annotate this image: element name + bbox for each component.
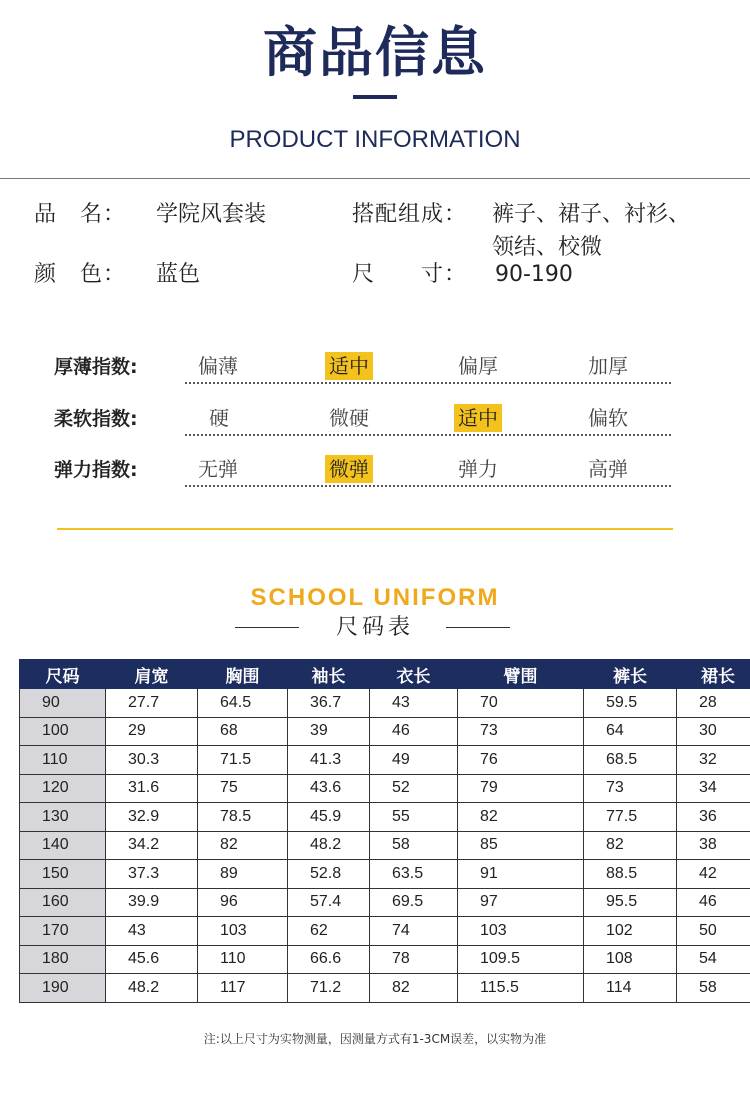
measurement-cell: 29 <box>106 717 198 746</box>
measurement-cell: 117 <box>198 974 288 1003</box>
size-cell: 190 <box>20 974 106 1003</box>
combo-label: 搭配组成： <box>352 202 468 227</box>
size-cell: 90 <box>20 689 106 718</box>
index-option: 偏软 <box>588 406 628 430</box>
column-header: 胸围 <box>198 660 288 689</box>
measurement-cell: 27.7 <box>106 689 198 718</box>
measurement-cell: 115.5 <box>458 974 584 1003</box>
size-cell: 160 <box>20 888 106 917</box>
measurement-cell: 74 <box>370 917 458 946</box>
title-underline <box>353 95 397 99</box>
page-title: 商品信息 <box>263 21 487 84</box>
measurement-cell: 42 <box>677 860 750 889</box>
measurement-cell: 36.7 <box>288 689 370 718</box>
measurement-cell: 78 <box>370 945 458 974</box>
measurement-note: 注:以上尺寸为实物测量，因测量方式有1-3CM误差，以实物为准 <box>203 1032 547 1046</box>
size-cell: 140 <box>20 831 106 860</box>
column-header: 臂围 <box>458 660 584 689</box>
measurement-cell: 57.4 <box>288 888 370 917</box>
table-row <box>20 888 750 917</box>
index-option-selected: 适中 <box>454 404 502 432</box>
index-option: 微硬 <box>329 406 369 430</box>
table-row <box>20 831 750 860</box>
measurement-cell: 66.6 <box>288 945 370 974</box>
measurement-cell: 75 <box>198 774 288 803</box>
measurement-cell: 109.5 <box>458 945 584 974</box>
measurement-cell: 30.3 <box>106 746 198 775</box>
size-cell: 100 <box>20 717 106 746</box>
size-label: 尺 寸： <box>352 262 468 287</box>
measurement-cell: 58 <box>677 974 750 1003</box>
measurement-cell: 54 <box>677 945 750 974</box>
index-option: 偏厚 <box>458 354 498 378</box>
index-option: 偏薄 <box>198 354 238 378</box>
measurement-cell: 31.6 <box>106 774 198 803</box>
measurement-cell: 73 <box>584 774 677 803</box>
measurement-cell: 34.2 <box>106 831 198 860</box>
size-cell: 150 <box>20 860 106 889</box>
table-row <box>20 689 750 718</box>
measurement-cell: 48.2 <box>106 974 198 1003</box>
measurement-cell: 37.3 <box>106 860 198 889</box>
column-header: 衣长 <box>370 660 458 689</box>
measurement-cell: 96 <box>198 888 288 917</box>
size-value: 90-190 <box>495 262 573 287</box>
measurement-cell: 76 <box>458 746 584 775</box>
measurement-cell: 32.9 <box>106 803 198 832</box>
measurement-cell: 38 <box>677 831 750 860</box>
measurement-cell: 82 <box>370 974 458 1003</box>
measurement-cell: 52.8 <box>288 860 370 889</box>
measurement-cell: 50 <box>677 917 750 946</box>
index-row-softness <box>0 404 750 444</box>
measurement-cell: 55 <box>370 803 458 832</box>
color-label: 颜 色： <box>34 262 127 287</box>
measurement-cell: 63.5 <box>370 860 458 889</box>
heading-rule-right <box>446 627 510 628</box>
measurement-cell: 82 <box>584 831 677 860</box>
measurement-cell: 82 <box>458 803 584 832</box>
size-cell: 120 <box>20 774 106 803</box>
measurement-cell: 82 <box>198 831 288 860</box>
table-row <box>20 860 750 889</box>
index-label: 弹力指数: <box>54 459 138 481</box>
measurement-cell: 34 <box>677 774 750 803</box>
size-cell: 180 <box>20 945 106 974</box>
measurement-cell: 43 <box>106 917 198 946</box>
measurement-cell: 68.5 <box>584 746 677 775</box>
size-cell: 130 <box>20 803 106 832</box>
table-row <box>20 803 750 832</box>
measurement-cell: 36 <box>677 803 750 832</box>
measurement-cell: 95.5 <box>584 888 677 917</box>
index-option: 弹力 <box>458 457 498 481</box>
measurement-cell: 102 <box>584 917 677 946</box>
measurement-cell: 69.5 <box>370 888 458 917</box>
measurement-cell: 43.6 <box>288 774 370 803</box>
color-value: 蓝色 <box>156 262 201 287</box>
combo-value-line2: 领结、校微 <box>492 235 603 260</box>
measurement-cell: 41.3 <box>288 746 370 775</box>
measurement-cell: 68 <box>198 717 288 746</box>
column-header: 肩宽 <box>106 660 198 689</box>
index-option: 高弹 <box>588 457 628 481</box>
measurement-cell: 49 <box>370 746 458 775</box>
size-table <box>19 659 750 1003</box>
index-option: 硬 <box>209 406 229 430</box>
school-uniform-heading: SCHOOL UNIFORM <box>250 584 500 611</box>
column-header: 尺码 <box>20 660 106 689</box>
measurement-cell: 71.2 <box>288 974 370 1003</box>
column-header: 袖长 <box>288 660 370 689</box>
index-label: 柔软指数: <box>54 408 138 430</box>
measurement-cell: 43 <box>370 689 458 718</box>
measurement-cell: 88.5 <box>584 860 677 889</box>
table-row <box>20 746 750 775</box>
table-header-row <box>20 660 750 689</box>
measurement-cell: 79 <box>458 774 584 803</box>
measurement-cell: 77.5 <box>584 803 677 832</box>
measurement-cell: 32 <box>677 746 750 775</box>
dotted-line <box>185 434 671 436</box>
size-cell: 170 <box>20 917 106 946</box>
measurement-cell: 108 <box>584 945 677 974</box>
dotted-line <box>185 382 671 384</box>
measurement-cell: 110 <box>198 945 288 974</box>
measurement-cell: 103 <box>458 917 584 946</box>
measurement-cell: 28 <box>677 689 750 718</box>
measurement-cell: 73 <box>458 717 584 746</box>
yellow-divider <box>57 528 673 530</box>
measurement-cell: 70 <box>458 689 584 718</box>
size-cell: 110 <box>20 746 106 775</box>
index-label: 厚薄指数: <box>54 356 138 378</box>
combo-value-line1: 裤子、裙子、衬衫、 <box>492 202 691 227</box>
index-option: 加厚 <box>588 354 628 378</box>
measurement-cell: 48.2 <box>288 831 370 860</box>
measurement-cell: 52 <box>370 774 458 803</box>
measurement-cell: 78.5 <box>198 803 288 832</box>
measurement-cell: 46 <box>370 717 458 746</box>
table-row <box>20 917 750 946</box>
name-value: 学院风套装 <box>156 202 267 227</box>
measurement-cell: 30 <box>677 717 750 746</box>
measurement-cell: 97 <box>458 888 584 917</box>
measurement-cell: 59.5 <box>584 689 677 718</box>
name-label: 品 名： <box>34 202 127 227</box>
index-option-selected: 微弹 <box>325 455 373 483</box>
measurement-cell: 58 <box>370 831 458 860</box>
measurement-cell: 64 <box>584 717 677 746</box>
divider <box>0 178 750 179</box>
measurement-cell: 114 <box>584 974 677 1003</box>
measurement-cell: 91 <box>458 860 584 889</box>
table-row <box>20 974 750 1003</box>
page-subtitle: PRODUCT INFORMATION <box>229 126 521 153</box>
measurement-cell: 45.6 <box>106 945 198 974</box>
table-row <box>20 774 750 803</box>
index-option-selected: 适中 <box>325 352 373 380</box>
measurement-cell: 62 <box>288 917 370 946</box>
table-row <box>20 945 750 974</box>
measurement-cell: 89 <box>198 860 288 889</box>
index-option: 无弹 <box>198 457 238 481</box>
measurement-cell: 39 <box>288 717 370 746</box>
index-row-elasticity <box>0 455 750 495</box>
column-header: 裙长 <box>677 660 750 689</box>
dotted-line <box>185 485 671 487</box>
measurement-cell: 71.5 <box>198 746 288 775</box>
measurement-cell: 39.9 <box>106 888 198 917</box>
measurement-cell: 64.5 <box>198 689 288 718</box>
measurement-cell: 85 <box>458 831 584 860</box>
index-row-thickness <box>0 352 750 392</box>
size-chart-title: 尺码表 <box>335 615 414 640</box>
measurement-cell: 103 <box>198 917 288 946</box>
measurement-cell: 45.9 <box>288 803 370 832</box>
table-row <box>20 717 750 746</box>
column-header: 裤长 <box>584 660 677 689</box>
measurement-cell: 46 <box>677 888 750 917</box>
